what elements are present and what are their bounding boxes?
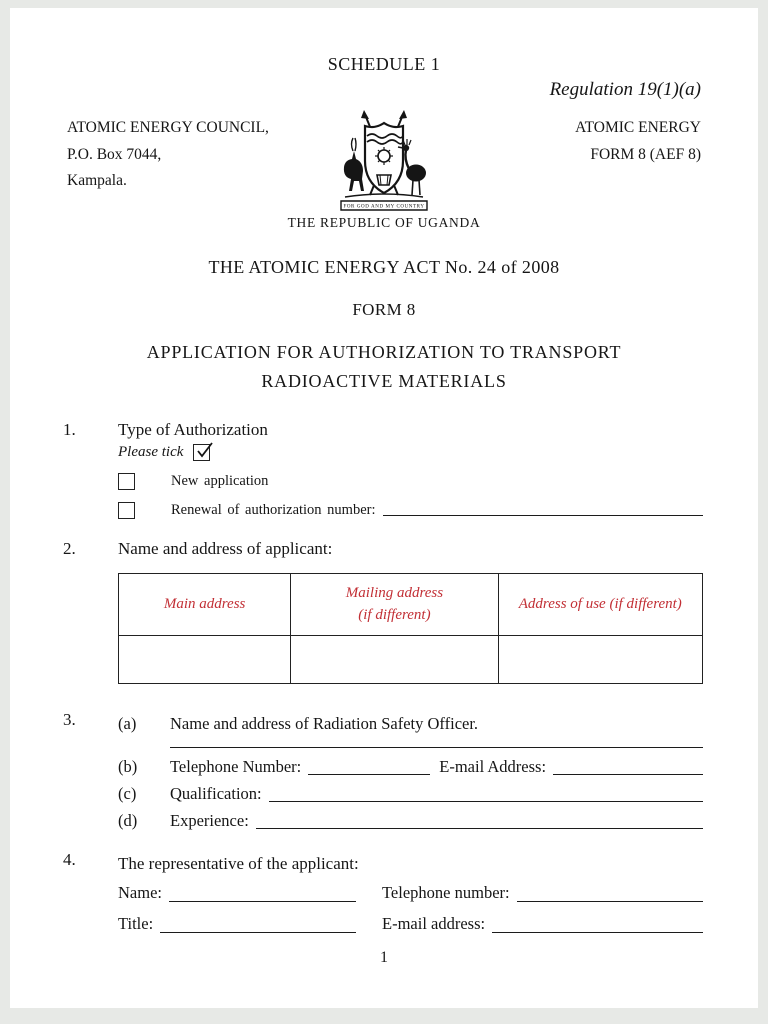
qualification-label: Qualification: bbox=[170, 784, 262, 804]
applicant-address-table bbox=[118, 573, 703, 684]
section-1-number: 1. bbox=[63, 420, 76, 440]
tick-example-checkbox bbox=[193, 444, 210, 461]
section-1 bbox=[10, 420, 758, 519]
section-3 bbox=[10, 710, 758, 834]
telephone-number-label: Telephone Number: bbox=[170, 757, 302, 777]
please-tick-label: Please tick bbox=[118, 444, 184, 461]
section-4-title: The representative of the applicant: bbox=[118, 854, 359, 874]
republic-caption: THE REPUBLIC OF UGANDA bbox=[287, 215, 481, 230]
email-address-label: E-mail Address: bbox=[439, 757, 547, 777]
form-reference-block bbox=[575, 115, 701, 168]
new-application-checkbox[interactable] bbox=[118, 473, 135, 490]
section-3a-text: Name and address of Radiation Safety Officer. bbox=[170, 714, 479, 734]
check-icon bbox=[195, 440, 215, 460]
experience-field[interactable] bbox=[256, 827, 703, 829]
application-title bbox=[10, 338, 758, 396]
section-3b-row bbox=[118, 753, 703, 780]
rep-title-label: Title: bbox=[118, 914, 154, 934]
masthead bbox=[10, 109, 758, 215]
application-title-line-2: RADIOACTIVE MATERIALS bbox=[261, 371, 507, 392]
council-line-3: Kampala. bbox=[67, 172, 127, 190]
qualification-field[interactable] bbox=[269, 800, 703, 802]
option-new-application bbox=[118, 473, 703, 490]
rep-email-label: E-mail address: bbox=[382, 914, 486, 934]
section-3a-line-row bbox=[118, 737, 703, 753]
council-line-1: ATOMIC ENERGY COUNCIL, bbox=[67, 119, 269, 136]
representative-name-row bbox=[118, 878, 703, 908]
section-3b-label: (b) bbox=[118, 757, 138, 777]
act-title: THE ATOMIC ENERGY ACT No. 24 of 2008 bbox=[208, 257, 560, 277]
section-2-title: Name and address of applicant: bbox=[118, 539, 333, 559]
address-of-use-cell[interactable] bbox=[498, 636, 702, 684]
representative-title-row bbox=[118, 909, 703, 939]
rep-phone-field[interactable] bbox=[517, 900, 703, 902]
main-address-cell[interactable] bbox=[119, 636, 291, 684]
renewal-checkbox[interactable] bbox=[118, 502, 135, 519]
form-ref-line-2: FORM 8 (AEF 8) bbox=[590, 145, 701, 163]
council-address-block bbox=[67, 115, 269, 195]
section-3c-row bbox=[118, 780, 703, 807]
rso-address-field[interactable] bbox=[170, 746, 703, 748]
section-2-number: 2. bbox=[63, 539, 76, 559]
regulation-reference: Regulation 19(1)(a) bbox=[549, 79, 701, 100]
section-4 bbox=[10, 850, 758, 939]
telephone-number-field[interactable] bbox=[308, 773, 430, 775]
schedule-heading: SCHEDULE 1 bbox=[327, 54, 441, 74]
section-3a-row bbox=[118, 710, 703, 737]
coat-of-arms-graphic bbox=[319, 109, 449, 213]
section-3-number: 3. bbox=[63, 710, 76, 730]
email-address-field[interactable] bbox=[553, 773, 703, 775]
mailing-address-cell[interactable] bbox=[291, 636, 498, 684]
table-row bbox=[119, 636, 703, 684]
section-3a-label: (a) bbox=[118, 714, 137, 734]
application-title-line-1: APPLICATION FOR AUTHORIZATION TO TRANSPORT bbox=[146, 342, 622, 362]
new-application-label: New application bbox=[171, 473, 269, 490]
option-renewal bbox=[118, 502, 703, 519]
uganda-coat-of-arms bbox=[319, 109, 449, 218]
table-header-main-address: Main address bbox=[119, 574, 291, 636]
section-1-title: Type of Authorization bbox=[118, 420, 268, 440]
crest-motto: FOR GOD AND MY COUNTRY bbox=[343, 204, 425, 210]
experience-label: Experience: bbox=[170, 811, 249, 831]
table-header-mailing-address: Mailing address (if different) bbox=[291, 574, 498, 636]
page-number: 1 bbox=[380, 949, 388, 967]
renewal-label: Renewal of authorization number: bbox=[171, 502, 376, 519]
form-number-title: FORM 8 bbox=[352, 300, 416, 319]
section-2 bbox=[10, 539, 758, 684]
rep-name-field[interactable] bbox=[169, 900, 356, 902]
council-line-2: P.O. Box 7044, bbox=[67, 145, 162, 163]
section-3c-label: (c) bbox=[118, 784, 137, 804]
rep-phone-label: Telephone number: bbox=[382, 883, 510, 903]
please-tick-instruction bbox=[118, 444, 703, 461]
rep-title-field[interactable] bbox=[160, 931, 356, 933]
rep-name-label: Name: bbox=[118, 883, 162, 903]
section-4-number: 4. bbox=[63, 850, 76, 870]
renewal-number-field[interactable] bbox=[383, 514, 703, 516]
document-page bbox=[10, 8, 758, 1008]
section-3d-label: (d) bbox=[118, 811, 138, 831]
table-header-address-of-use: Address of use (if different) bbox=[498, 574, 702, 636]
rep-email-field[interactable] bbox=[492, 931, 703, 933]
form-ref-line-1: ATOMIC ENERGY bbox=[575, 119, 701, 136]
section-3d-row bbox=[118, 807, 703, 834]
